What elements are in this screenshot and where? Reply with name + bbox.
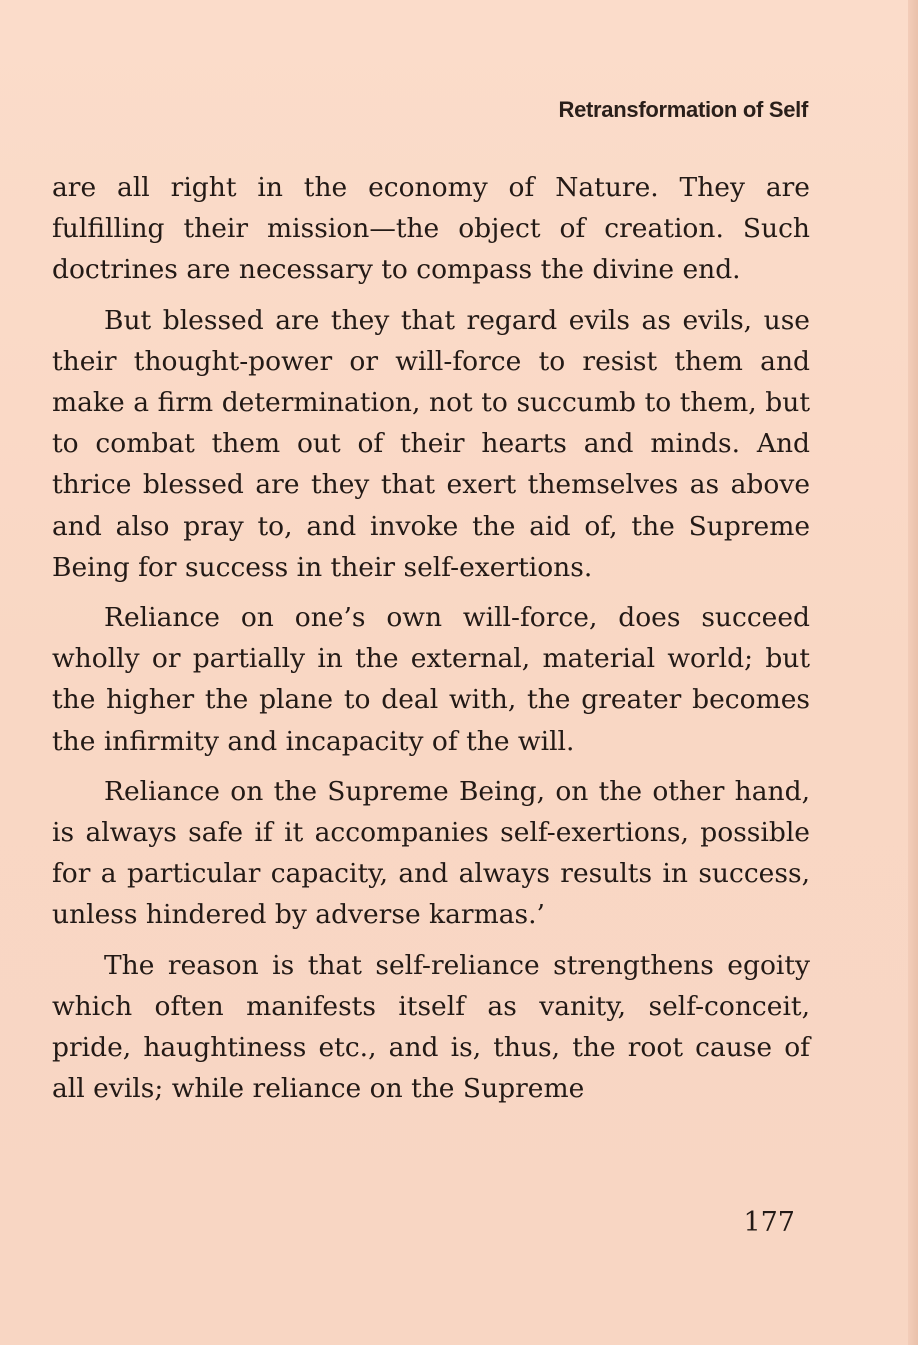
paragraph: Reliance on the Supreme Being, on the other hand, is always safe if it accompanies self-exertions, possible for a particular capacity, and always results in success, unless hindered by adverse karmas.’ <box>52 775 810 931</box>
page-number: 177 <box>743 1207 795 1238</box>
paragraph: The reason is that self-reliance strengthens egoity which often manifests itself as vanity, self-conceit, pride, haughtiness etc., and is, thus, the root cause of all evils; while reliance on the Supreme <box>52 949 810 1105</box>
paragraph-continuation: are all right in the economy of Nature. They are fulfilling their mission—the object of creation. Such doctrines are necessary to compass the divine end. <box>52 172 810 286</box>
page-edge <box>908 0 918 1345</box>
paragraph: Reliance on one’s own will-force, does succeed wholly or partially in the external, material world; but the higher the plane to deal with, the greater becomes the infirmity and incapacity of the will. <box>52 602 810 757</box>
paragraph: But blessed are they that regard evils as evils, use their thought-power or will-force to resist them and make a firm determination, not to succumb to them, but to combat them out of their hearts and minds. And thrice blessed are they that exert themselves as above and also pray to, and invoke the aid of, the Supreme Being for success in their self-exertions. <box>52 304 810 583</box>
body-text <box>52 167 810 1118</box>
running-header: Retransformation of Self <box>558 97 808 122</box>
